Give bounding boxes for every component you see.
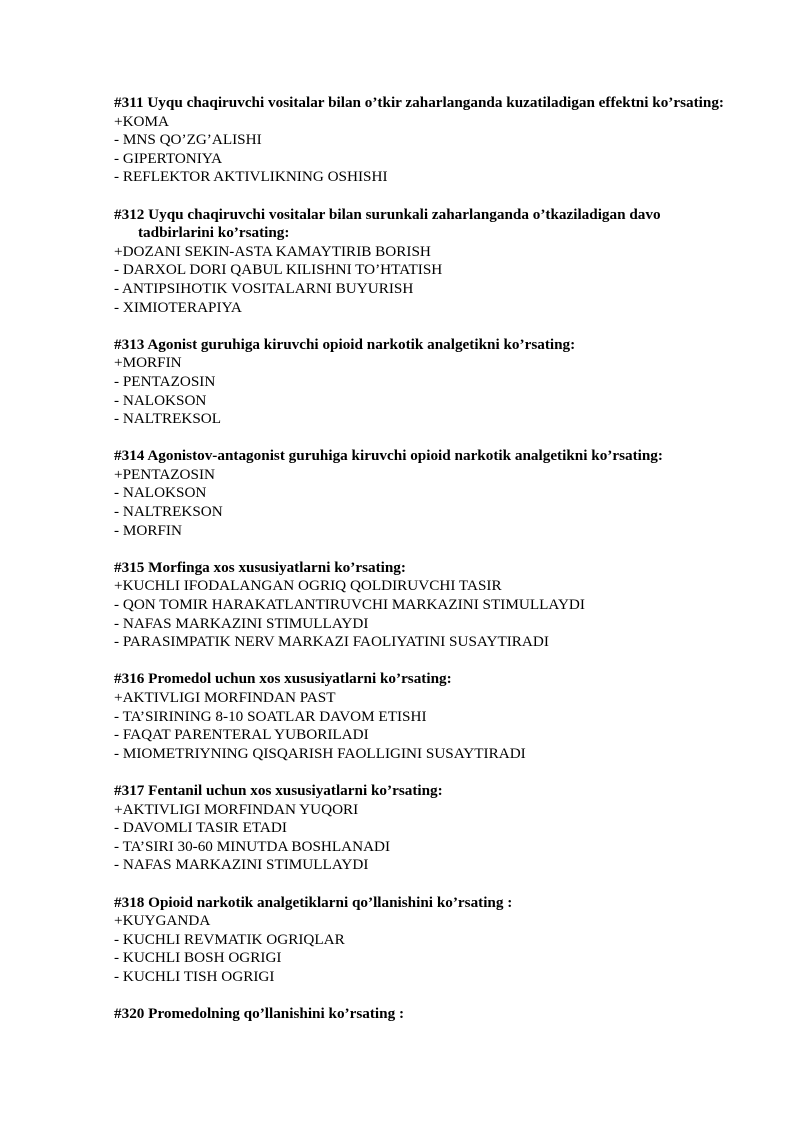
question-title: #318 Opioid narkotik analgetiklarni qo’llanishini ko’rsating :	[114, 893, 513, 911]
correct-answer: +KUYGANDA	[114, 912, 211, 930]
question-title: #314 Agonistov-antagonist guruhiga kiruvchi opioid narkotik analgetikni ko’rsating:	[114, 447, 663, 465]
answer-option: - XIMIOTERAPIYA	[114, 298, 242, 316]
document-page	[114, 94, 724, 1042]
question-316	[114, 670, 724, 763]
answer-option: - NALTREKSON	[114, 503, 223, 521]
correct-answer: +AKTIVLIGI MORFINDAN YUQORI	[114, 800, 359, 818]
correct-answer: +KOMA	[114, 112, 169, 130]
answer-option: - FAQAT PARENTERAL YUBORILADI	[114, 726, 369, 744]
question-title: #320 Promedolning qo’llanishini ko’rsating :	[114, 1005, 405, 1023]
question-title: #312 Uyqu chaqiruvchi vositalar bilan surunkali zaharlanganda o’tkaziladigan davo tadbirlarini ko’rsating:	[114, 205, 661, 242]
question-title: #315 Morfinga xos xususiyatlarni ko’rsating:	[114, 558, 406, 576]
correct-answer: +MORFIN	[114, 354, 182, 372]
answer-option: - ANTIPSIHOTIK VOSITALARNI BUYURISH	[114, 279, 414, 297]
answer-option: - PARASIMPATIK NERV MARKAZI FAOLIYATINI SUSAYTIRADI	[114, 633, 549, 651]
answer-option: - NAFAS MARKAZINI STIMULLAYDI	[114, 856, 369, 874]
answer-option: - KUCHLI REVMATIK OGRIQLAR	[114, 930, 345, 948]
answer-option: - MORFIN	[114, 521, 182, 539]
question-title: #317 Fentanil uchun xos xususiyatlarni ko’rsating:	[114, 781, 443, 799]
question-title: #316 Promedol uchun xos xususiyatlarni ko’rsating:	[114, 670, 452, 688]
answer-option: - MNS QO’ZG’ALISHI	[114, 131, 262, 149]
answer-option: - DAVOMLI TASIR ETADI	[114, 819, 287, 837]
correct-answer: +KUCHLI IFODALANGAN OGRIQ QOLDIRUVCHI TASIR	[114, 577, 502, 595]
question-315	[114, 559, 724, 652]
answer-option: - TA’SIRINING 8-10 SOATLAR DAVOM ETISHI	[114, 707, 427, 725]
question-311	[114, 94, 724, 187]
answer-option: - DARXOL DORI QABUL KILISHNI TO’HTATISH	[114, 261, 443, 279]
answer-option: - KUCHLI TISH OGRIGI	[114, 967, 275, 985]
question-312	[114, 206, 724, 318]
answer-option: - NALOKSON	[114, 484, 207, 502]
question-320	[114, 1005, 724, 1024]
correct-answer: +PENTAZOSIN	[114, 465, 216, 483]
question-318	[114, 894, 724, 987]
question-title: #311 Uyqu chaqiruvchi vositalar bilan o’tkir zaharlanganda kuzatiladigan effektni ko’rsating:	[114, 94, 724, 111]
answer-option: - KUCHLI BOSH OGRIGI	[114, 949, 282, 967]
answer-option: - QON TOMIR HARAKATLANTIRUVCHI MARKAZINI STIMULLAYDI	[114, 596, 585, 614]
correct-answer: +DOZANI SEKIN-ASTA KAMAYTIRIB BORISH	[114, 242, 431, 260]
answer-option: - NAFAS MARKAZINI STIMULLAYDI	[114, 614, 369, 632]
answer-option: - TA’SIRI 30-60 MINUTDA BOSHLANADI	[114, 837, 391, 855]
question-317	[114, 782, 724, 875]
answer-option: - REFLEKTOR AKTIVLIKNING OSHISHI	[114, 168, 388, 186]
correct-answer: +AKTIVLIGI MORFINDAN PAST	[114, 689, 336, 706]
answer-option: - MIOMETRIYNING QISQARISH FAOLLIGINI SUSAYTIRADI	[114, 744, 526, 762]
answer-option: - NALOKSON	[114, 391, 207, 409]
question-title: #313 Agonist guruhiga kiruvchi opioid narkotik analgetikni ko’rsating:	[114, 335, 576, 353]
answer-option: - NALTREKSOL	[114, 410, 222, 428]
answer-option: - GIPERTONIYA	[114, 149, 223, 167]
answer-option: - PENTAZOSIN	[114, 372, 216, 390]
question-314	[114, 447, 724, 540]
question-313	[114, 336, 724, 429]
